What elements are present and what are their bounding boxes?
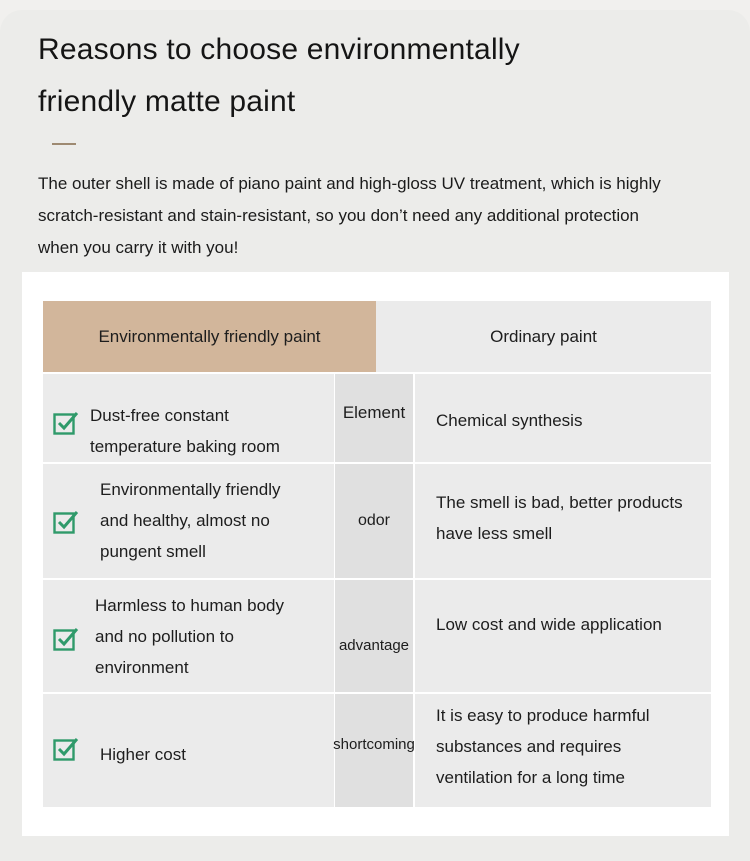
aspect-cell [335, 580, 413, 692]
table-row [43, 374, 711, 462]
aspect-cell [335, 694, 413, 807]
eco-text [100, 474, 280, 567]
ordinary-text [436, 405, 706, 436]
page-title [38, 24, 638, 128]
checkbox-check-icon [53, 509, 79, 535]
checkbox-check-icon [53, 410, 79, 436]
eco-cell [43, 464, 334, 578]
ordinary-cell [415, 580, 711, 692]
table-row [43, 464, 711, 578]
checkbox-check-icon [53, 736, 79, 762]
eco-line: temperature baking room [90, 437, 280, 456]
title-divider [52, 143, 76, 145]
ordinary-line: ventilation for a long time [436, 768, 625, 787]
intro-line-3: when you carry it with you! [38, 238, 239, 257]
aspect-label: advantage [338, 636, 410, 654]
intro-line-2: scratch-resistant and stain-resistant, so you don’t need any additional protection [38, 206, 640, 225]
ordinary-line: Low cost and wide application [436, 615, 662, 634]
ordinary-text [436, 700, 706, 793]
aspect-label: Element [342, 403, 406, 422]
aspect-label: shortcoming [333, 736, 415, 753]
header-ordinary-paint: Ordinary paint [376, 301, 711, 372]
eco-cell [43, 694, 334, 807]
eco-cell [43, 580, 334, 692]
table-row [43, 694, 711, 807]
intro-line-1: The outer shell is made of piano paint and high-gloss UV treatment, which is highly [38, 174, 661, 193]
eco-line: and no pollution to [95, 627, 234, 646]
aspect-cell [335, 374, 413, 462]
ordinary-text [436, 487, 706, 549]
ordinary-cell [415, 694, 711, 807]
title-line-1: Reasons to choose environmentally [38, 33, 520, 66]
eco-cell [43, 374, 334, 462]
ordinary-line: It is easy to produce harmful [436, 706, 650, 725]
checkbox-check-icon [53, 626, 79, 652]
eco-line: environment [95, 658, 189, 677]
aspect-cell [335, 464, 413, 578]
ordinary-line: have less smell [436, 524, 553, 543]
eco-line: Environmentally friendly [100, 480, 281, 499]
eco-line: Higher cost [100, 745, 186, 764]
eco-text [100, 739, 186, 770]
table-row [43, 580, 711, 692]
comparison-table [43, 301, 711, 807]
aspect-label: odor [357, 512, 391, 529]
ordinary-cell [415, 464, 711, 578]
eco-line: and healthy, almost no [100, 511, 270, 530]
eco-line: pungent smell [100, 542, 206, 561]
eco-line: Harmless to human body [95, 596, 284, 615]
ordinary-cell [415, 374, 711, 462]
ordinary-line: The smell is bad, better products [436, 493, 683, 512]
title-line-2: friendly matte paint [38, 85, 296, 118]
intro-paragraph [38, 168, 728, 264]
eco-text [90, 400, 280, 462]
ordinary-text [436, 609, 706, 640]
ordinary-line: Chemical synthesis [436, 411, 583, 430]
eco-text [95, 590, 284, 683]
eco-line: Dust-free constant [90, 406, 229, 425]
header-eco-paint: Environmentally friendly paint [43, 301, 376, 372]
ordinary-line: substances and requires [436, 737, 622, 756]
